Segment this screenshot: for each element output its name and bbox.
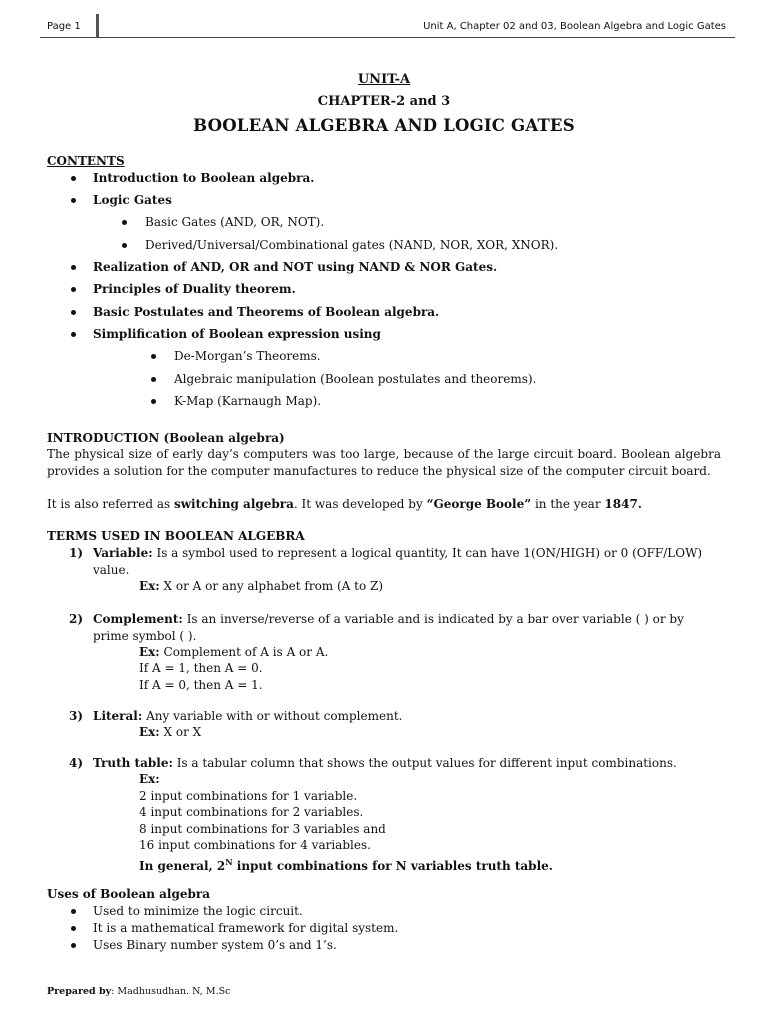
example-line: If A = 0, then A = 1. xyxy=(139,678,263,692)
contents-subitem: Basic Gates (AND, OR, NOT). xyxy=(145,215,325,229)
bullet-icon xyxy=(71,287,76,292)
uses-item: Uses Binary number system 0’s and 1’s. xyxy=(93,938,337,952)
bullet-icon xyxy=(71,332,76,337)
terms-heading: TERMS USED IN BOOLEAN ALGEBRA xyxy=(47,529,305,543)
term-complement xyxy=(93,611,684,627)
ex-text: Complement of A is A or A. xyxy=(159,645,329,659)
bullet-icon xyxy=(151,399,156,404)
ex-text: X or X xyxy=(159,725,202,739)
contents-heading: CONTENTS xyxy=(47,154,125,168)
term-example xyxy=(139,644,328,660)
contents-subitem: De-Morgan’s Theorems. xyxy=(174,349,321,363)
bullet-icon xyxy=(71,310,76,315)
bullet-icon xyxy=(71,265,76,270)
header-divider xyxy=(96,14,99,38)
example-line: 2 input combinations for 1 variable. xyxy=(139,789,358,803)
header-rule xyxy=(40,37,735,38)
bullet-icon xyxy=(71,198,76,203)
term-label: Truth table: xyxy=(93,756,173,770)
bullet-icon xyxy=(122,220,127,225)
page-footer xyxy=(47,986,230,997)
chapter-title: CHAPTER-2 and 3 xyxy=(317,94,451,109)
term-number: 1) xyxy=(69,546,84,560)
term-text-cont: value. xyxy=(93,563,130,577)
intro-line xyxy=(47,496,642,512)
rule-text: input combinations for N variables truth table. xyxy=(232,859,553,873)
intro-bold: “George Boole” xyxy=(426,497,532,511)
uses-item: It is a mathematical framework for digital system. xyxy=(93,921,399,935)
intro-bold: 1847. xyxy=(604,497,642,511)
contents-item: Simplification of Boolean expression using xyxy=(93,327,381,341)
footer-text: : Madhusudhan. N, M.Sc xyxy=(111,986,231,997)
uses-heading: Uses of Boolean algebra xyxy=(47,887,211,901)
term-label: Variable: xyxy=(93,546,153,560)
term-example xyxy=(139,578,383,594)
footer-label: Prepared by xyxy=(47,986,112,997)
example-line: 16 input combinations for 4 variables. xyxy=(139,838,371,852)
term-truth-table xyxy=(93,755,677,771)
ex-label: Ex: xyxy=(139,772,160,786)
term-label: Literal: xyxy=(93,709,143,723)
main-title: BOOLEAN ALGEBRA AND LOGIC GATES xyxy=(193,116,575,135)
contents-subitem: Derived/Universal/Combinational gates (NAND, NOR, XOR, XNOR). xyxy=(145,238,559,252)
example-line: If A = 1, then A = 0. xyxy=(139,661,263,675)
header-doc-title: Unit A, Chapter 02 and 03, Boolean Algebra and Logic Gates xyxy=(423,21,726,32)
example-line: 4 input combinations for 2 variables. xyxy=(139,805,364,819)
term-number: 4) xyxy=(69,756,84,770)
contents-item: Logic Gates xyxy=(93,193,172,207)
intro-paragraph: The physical size of early day’s computers was too large, because of the large circuit board. Boolean algebra provides a solution for the computer manufactures to reduce the physical size of the computer circuit board. xyxy=(47,447,721,478)
contents-item: Principles of Duality theorem. xyxy=(93,282,296,296)
term-number: 3) xyxy=(69,709,84,723)
contents-item: Basic Postulates and Theorems of Boolean algebra. xyxy=(93,305,440,319)
ex-label: Ex: xyxy=(139,725,160,739)
uses-item: Used to minimize the logic circuit. xyxy=(93,904,303,918)
page-number: Page 1 xyxy=(47,21,81,32)
unit-title: UNIT-A xyxy=(357,72,411,87)
bullet-icon xyxy=(71,926,76,931)
intro-text: It is also referred as xyxy=(47,497,174,511)
term-example xyxy=(139,724,201,740)
ex-label: Ex: xyxy=(139,579,160,593)
example-line: 8 input combinations for 3 variables and xyxy=(139,822,386,836)
rule-text: In general, 2 xyxy=(139,859,226,873)
term-text: Any variable with or without complement. xyxy=(142,709,403,723)
contents-item: Realization of AND, OR and NOT using NAND & NOR Gates. xyxy=(93,260,498,274)
bullet-icon xyxy=(71,909,76,914)
term-label: Complement: xyxy=(93,612,183,626)
ex-text: X or A or any alphabet from (A to Z) xyxy=(159,579,384,593)
bullet-icon xyxy=(151,354,156,359)
term-literal xyxy=(93,708,402,724)
term-number: 2) xyxy=(69,612,84,626)
contents-subitem: Algebraic manipulation (Boolean postulates and theorems). xyxy=(174,372,537,386)
term-text-cont: prime symbol ( ). xyxy=(93,629,197,643)
bullet-icon xyxy=(71,176,76,181)
term-text: Is a tabular column that shows the output values for different input combinations. xyxy=(172,756,677,770)
intro-heading: INTRODUCTION (Boolean algebra) xyxy=(47,431,285,445)
intro-text: in the year xyxy=(531,497,605,511)
intro-bold: switching algebra xyxy=(173,497,294,511)
bullet-icon xyxy=(151,377,156,382)
term-variable xyxy=(93,545,702,561)
contents-item: Introduction to Boolean algebra. xyxy=(93,171,315,185)
term-text: Is an inverse/reverse of a variable and is indicated by a bar over variable ( ) or by xyxy=(182,612,684,626)
general-rule xyxy=(139,854,553,874)
intro-text: . It was developed by xyxy=(293,497,427,511)
rule-superscript: N xyxy=(225,857,233,867)
ex-label: Ex: xyxy=(139,645,160,659)
contents-subitem: K-Map (Karnaugh Map). xyxy=(174,394,322,408)
term-text: Is a symbol used to represent a logical quantity, It can have 1(ON/HIGH) or 0 (OFF/LOW) xyxy=(152,546,703,560)
bullet-icon xyxy=(122,243,127,248)
bullet-icon xyxy=(71,943,76,948)
